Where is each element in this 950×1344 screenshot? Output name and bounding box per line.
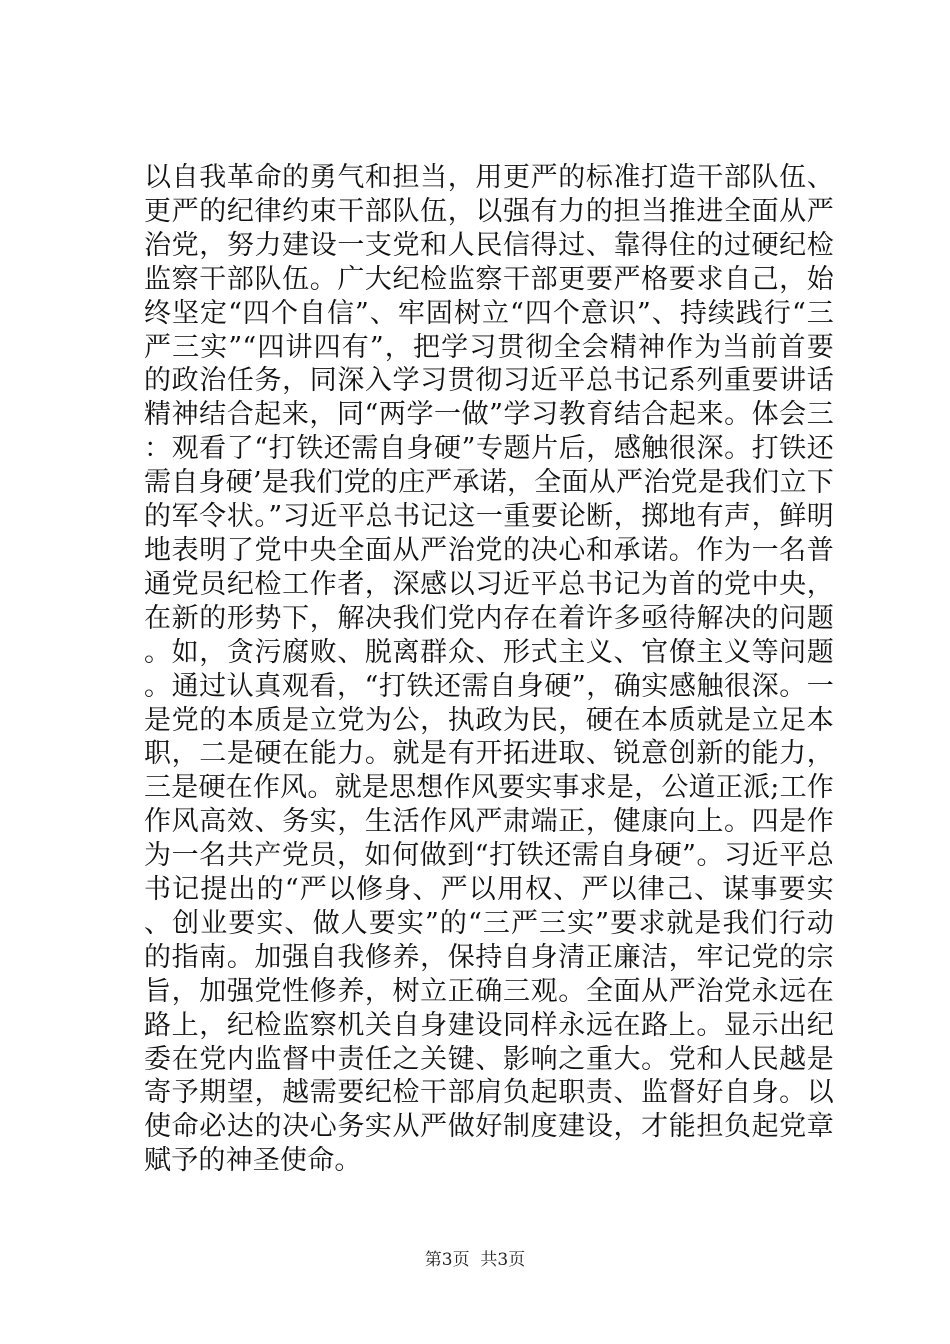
page-footer: 第3页 共3页 bbox=[424, 1250, 526, 1270]
body-paragraph: 以自我革命的勇气和担当，用更严的标准打造干部队伍、更严的纪律约束干部队伍，以强有力的担当推进全面从严治党，努力建设一支党和人民信得过、靠得住的过硬纪检监察干部队伍。广大纪检监察干部更要严格要求自己，始终坚定“四个自信”、牢固树立“四个意识”、持续践行“三严三实”“四讲四有”，把学习贯彻全会精神作为当前首要的政治任务，同深入学习贯彻习近平总书记系列重要讲话精神结合起来，同“两学一做”学习教育结合起来。体会三：观看了“打铁还需自身硬”专题片后，感触很深。打铁还需自身硬’是我们党的庄严承诺，全面从严治党是我们立下的军令状。”习近平总书记这一重要论断，掷地有声，鲜明地表明了党中央全面从严治党的决心和承诺。作为一名普通党员纪检工作者，深感以习近平总书记为首的党中央，在新的形势下，解决我们党内存在着许多亟待解决的问题。如，贪污腐败、脱离群众、形式主义、官僚主义等问题。通过认真观看，“打铁还需自身硬”，确实感触很深。一是党的本质是立党为公，执政为民，硬在本质就是立足本职，二是硬在能力。就是有开拓进取、锐意创新的能力，三是硬在作风。就是思想作风要实事求是，公道正派;工作作风高效、务实，生活作风严肃端正，健康向上。四是作为一名共产党员，如何做到“打铁还需自身硬”。习近平总书记提出的“严以修身、严以用权、严以律己、谋事要实、创业要实、做人要实”的“三严三实”要求就是我们行动的指南。加强自我修养，保持自身清正廉洁，牢记党的宗旨，加强党性修养，树立正确三观。全面从严治党永远在路上，纪检监察机关自身建设同样永远在路上。显示出纪委在党内监督中责任之关键、影响之重大。党和人民越是寄予期望，越需要纪检干部肩负起职责、监督好自身。以使命必达的决心务实从严做好制度建设，才能担负起党章赋予的神圣使命。 bbox=[144, 162, 834, 1177]
